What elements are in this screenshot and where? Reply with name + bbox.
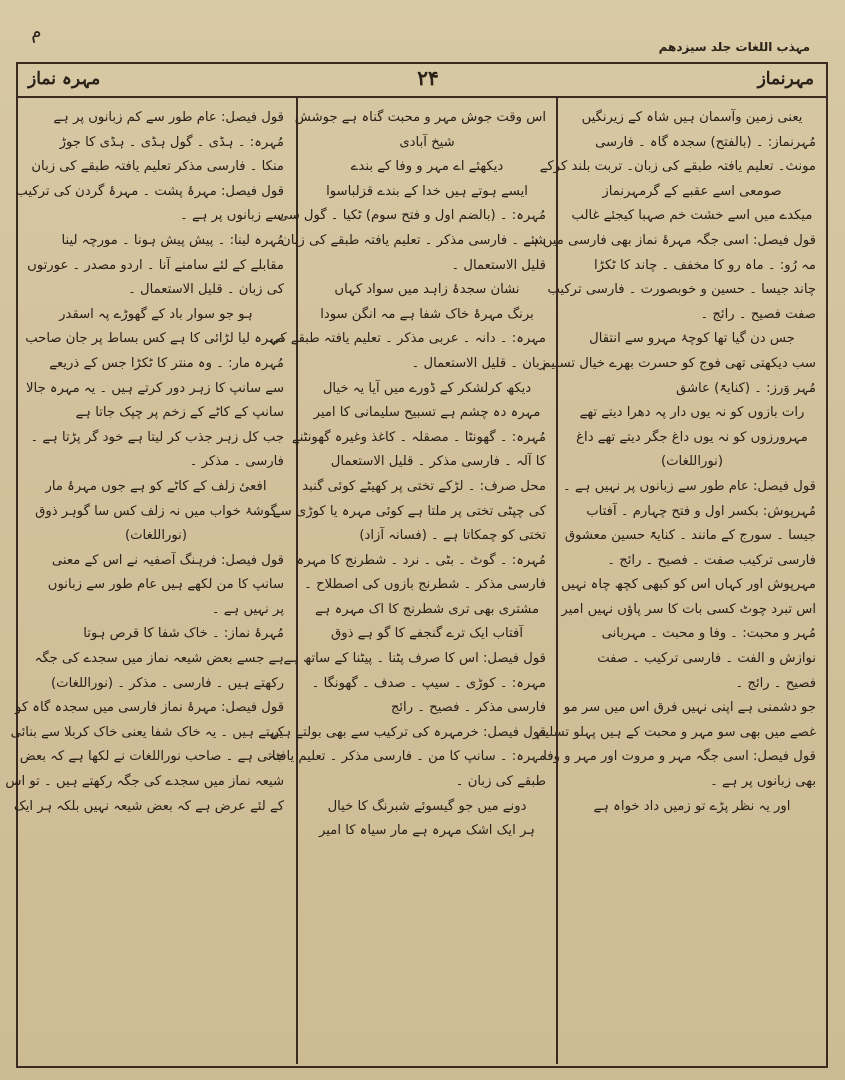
entry-line: مہ رُو: ۔ ماہ رو کا مخفف ۔ چاند کا ٹکڑا xyxy=(593,257,816,273)
page-frame xyxy=(5,62,828,1068)
text-line: رکھتے ہیں ۔ فارسی ۔ مذکر ۔ (نوراللغات) xyxy=(51,675,284,691)
text-line: منکا ۔ فارسی مذکر تعلیم یافتہ طبقے کی زبان xyxy=(31,159,284,175)
text-line: فارسی ۔ مذکر ۔ xyxy=(189,454,284,470)
verse-line: مہرپوش اور کہاں اس کو کبھی کچھ چاہ نہیں xyxy=(561,577,816,593)
verse-line: جس دن گیا تھا کوچۂ مہرو سے انتقال xyxy=(589,331,795,347)
header-left-word: مہرہ نماز xyxy=(28,69,101,89)
text-line: جاتی ہے ۔ صاحب نوراللغات نے لکھا ہے کہ بعض xyxy=(19,749,284,765)
text-line: مقابلے کے لئے سامنے آنا ۔ اردو مصدر ۔ عورتوں xyxy=(27,257,284,273)
source-line: شیخ آبادی xyxy=(399,134,455,150)
text-line: شیعہ نماز میں سجدے کی جگہ رکھتے ہیں ۔ تو اس xyxy=(5,774,284,790)
column-left xyxy=(5,98,294,1064)
verse-line: مشتری بھی تری شطرنج کا اک مہرہ ہے xyxy=(314,601,540,617)
column-right xyxy=(523,98,826,1064)
verse-line: ہو جو سوار باد کے گھوڑے پہ اسقدر xyxy=(59,306,253,322)
verse-line: دیکھ کرلشکر کے ڈورے میں آیا یہ خیال xyxy=(322,380,532,396)
entry-line: مُہرہ: ۔ (بالضم اول و فتح سوم) ٹکیا ۔ گول سی xyxy=(277,208,546,224)
text-line: کی زبان ۔ قلیل الاستعمال ۔ xyxy=(128,282,284,298)
entry-line: مُہرہ: ۔ گوٹ ۔ بٹی ۔ نرد ۔ شطرنج کا مہرہ xyxy=(296,552,546,568)
text-line: قول فیصل: خرمہرہ کی ترکیب سے بھی بولتے ہیں xyxy=(269,724,546,740)
verse-line: اس وقت جوش مہر و محبت گناہ ہے جوشش xyxy=(294,110,546,125)
text-line: کا آلہ ۔ فارسی مذکر ۔ قلیل الاستعمال xyxy=(330,454,546,470)
verse-line: غصے میں بھی سو مہر و محبت کے ہیں پہلو تسلیم xyxy=(536,724,816,740)
entry-line: مُہرہ مار: ۔ وہ منتر کا ٹکڑا جس کے ذریعے xyxy=(49,355,284,371)
verse-line: مہرورزوں کو نہ یوں داغ جگر دیتے تھے داغ xyxy=(576,429,808,445)
text-line: محل صرف: ۔ لڑکے تختی پر کھیٹے کوئی گنبد xyxy=(302,478,546,494)
text-line: پر نہیں ہے ۔ xyxy=(211,601,284,617)
entry-line: مُہرہ: ۔ ہڈی ۔ گول ہڈی ۔ ہڈی کا جوڑ xyxy=(59,134,284,150)
corner-mark: م xyxy=(27,21,44,44)
verse-line: اور یہ نظر پڑے تو زمیں داد خواہ ہے xyxy=(593,798,791,814)
verse-line: دیکھئے اے مہر و وفا کے بندے xyxy=(350,159,504,175)
text-line: قول فیصل: فرہنگ آصفیہ نے اس کے معنی xyxy=(51,552,284,568)
page-number: ۲۴ xyxy=(417,66,439,90)
text-line: شئے ۔ فارسی مذکر ۔ تعلیم یافتہ طبقے کی زبان xyxy=(281,232,546,248)
text-line: زبان ۔ قلیل الاستعمال ۔ xyxy=(411,355,546,371)
text-line: سانپ کا من لکھے ہیں عام طور سے زبانوں xyxy=(47,577,284,593)
verse-line: گوشۂ خواب میں نہ زلف کس سا گوہر ذوق xyxy=(35,503,277,519)
entry-line: مہرہ: ۔ سانپ کا من ۔ فارسی مذکر ۔ تعلیم یافتہ xyxy=(268,749,546,765)
text-line: ہے جسے بعض شیعہ نماز میں سجدے کی جگہ xyxy=(34,651,284,667)
text-line: سے زبانوں پر ہے ۔ xyxy=(180,208,284,224)
text-line: مونث۔ تعلیم یافتہ طبقے کی زبان۔ تربت بلند کرکے xyxy=(539,159,816,175)
text-line: کی چپٹی تختی پر ملتا ہے کوئی مہرہ یا کوڑی سے xyxy=(272,503,546,519)
entry-line: مُہرنماز: ۔ (بالفتح) سجدہ گاہ ۔ فارسی xyxy=(595,134,816,150)
verse-line: نشان سجدۂ زاہد میں سواد کہاں xyxy=(334,282,520,298)
verse-line: اس تبرد چوٹ کسی بات کا سر پاؤں نہیں امیر xyxy=(561,601,816,617)
source-line: (نوراللغات) xyxy=(661,454,723,470)
text-line: نوازش و الفت ۔ فارسی ترکیب ۔ صفت xyxy=(597,651,816,667)
text-line: چاند جیسا ۔ حسین و خوبصورت ۔ فارسی ترکیب xyxy=(547,282,816,298)
header-band xyxy=(18,64,826,98)
text-line: قول فیصل: اس کا صرف پٹنا ۔ پیٹنا کے ساتھ ہے xyxy=(283,651,546,667)
text-line: قول فیصل: اسی جگہ مہرۂ نماز بھی فارسی میں ہے xyxy=(523,232,816,248)
text-line: سے سانپ کا زہر دور کرتے ہیں ۔ یہ مہرہ جالا xyxy=(26,380,284,396)
verse-line: ہر ایک اشک مہرہ ہے مار سیاہ کا امیر xyxy=(319,823,535,839)
verse-line: مہرہ لیا لڑائی کا ہے کس بساط پر جان صاحب xyxy=(25,331,284,347)
entry-line: مہرہ: ۔ دانہ ۔ عربی مذکر ۔ تعلیم یافتہ طبقے کی xyxy=(269,331,546,347)
verse-line: دونے میں جو گیسوئے شبرنگ کا خیال xyxy=(327,798,527,814)
text-line: قول فیصل: اسی جگہ مہر و مروت اور مہر و وفا xyxy=(543,749,816,765)
text-line: کے لئے عرض ہے کہ بعض شیعہ نہیں بلکہ ہر ایک xyxy=(13,798,284,814)
verse-line: مہرہ دہ چشم ہے تسبیح سلیمانی کا امیر xyxy=(313,405,541,421)
text-line: بھی زبانوں پر ہے ۔ xyxy=(710,774,816,790)
text-line: جیسا ۔ سورج کے مانند ۔ کنایۃً حسین معشوق xyxy=(564,528,816,544)
source-line: (نوراللغات) xyxy=(125,528,187,544)
verse-line: افعیٔ زلف کے کاٹے کو ہے جوں مہرۂ مار xyxy=(45,478,267,494)
verse-line: جو دشمنی ہے اپنی نہیں فرق اس میں سر مو xyxy=(563,700,816,716)
verse-line: برنگ مہرۂ خاک شفا ہے مہ انگن سودا xyxy=(320,306,534,322)
text-line: قول فیصل: عام طور سے کم زبانوں پر ہے xyxy=(53,110,284,125)
entry-line: مُہر وَرز: ۔ (کنایۃً) عاشق xyxy=(675,380,816,396)
text-line: قول فیصل: مہرۂ پشت ۔ مہرۂ گردن کی ترکیب xyxy=(15,183,284,199)
text-line: صفت فصیح ۔ رائج ۔ xyxy=(700,306,816,322)
text-line: کہتے ہیں ۔ یہ خاک شفا یعنی خاک کربلا سے بنائی xyxy=(10,724,284,740)
text-line: جب کل زہر جذب کر لیتا ہے خود گر پڑتا ہے ۔ xyxy=(30,429,284,445)
text-line: فارسی ترکیب صفت ۔ فصیح ۔ رائج ۔ xyxy=(607,552,816,568)
verse-line: سب دیکھتی تھی فوج کو حسرت بھرے خیال تسلیم xyxy=(542,355,816,371)
verse-line: آفتاب ایک ترے گنجفے کا گو ہے ذوق xyxy=(330,626,524,642)
entry-line: مُہر و محبت: ۔ وفا و محبت ۔ مہربانی xyxy=(601,626,816,642)
entry-line: مُہرہ: ۔ گھونٹا ۔ مصقلہ ۔ کاغذ وغیرہ گھونٹنے xyxy=(292,429,546,445)
verse-line: میکدے میں اسے خشت خم صہبا کیجئے غالب xyxy=(571,208,813,224)
entry-line: مُہرۂ نماز: ۔ خاک شفا کا قرص ہوتا xyxy=(83,626,284,642)
text-line: تختی کو چمکاتا ہے ۔ (فسانہ آزاد) xyxy=(359,528,546,544)
column-middle xyxy=(268,98,558,1064)
text-line: فارسی مذکر ۔ فصیح ۔ رائج xyxy=(390,700,546,716)
header-right-word: مہرنماز xyxy=(757,69,814,89)
verse-line: یعنی زمین وآسمان ہیں شاہ کے زیرنگیں xyxy=(581,110,803,125)
running-head: مہذب اللغات جلد سیزدھم xyxy=(658,40,810,54)
verse-line: ایسے ہوتے ہیں خدا کے بندے قزلباسوا xyxy=(326,183,528,199)
text-line: فارسی مذکر ۔ شطرنج بازوں کی اصطلاح ۔ xyxy=(304,577,546,593)
entry-line: مُہرہ لینا: ۔ پیش پیش ہونا ۔ مورچہ لینا xyxy=(61,232,284,248)
text-line: قول فیصل: مہرۂ نماز فارسی میں سجدہ گاہ کو xyxy=(15,700,284,716)
text-line: سانپ کے کاٹے کے زخم پر چپک جاتا ہے xyxy=(75,405,284,421)
text-line: قلیل الاستعمال ۔ xyxy=(451,257,546,273)
text-line: فصیح ۔ رائج ۔ xyxy=(735,675,816,691)
verse-line: صومعی اسے عقبے کے گرمہرنماز xyxy=(602,183,782,199)
text-line: قول فیصل: عام طور سے زبانوں پر نہیں ہے ۔ xyxy=(563,478,816,494)
entry-line: مُہرپوش: بکسر اول و فتح چہارم ۔ آفتاب xyxy=(586,503,816,519)
entry-line: مہرہ: ۔ کوڑی ۔ سیپ ۔ صدف ۔ گھونگا ۔ xyxy=(311,675,546,691)
text-line: طبقے کی زبان ۔ xyxy=(455,774,546,790)
verse-line: رات بازوں کو نہ یوں دار پہ دھرا دیتے تھے xyxy=(579,405,805,421)
